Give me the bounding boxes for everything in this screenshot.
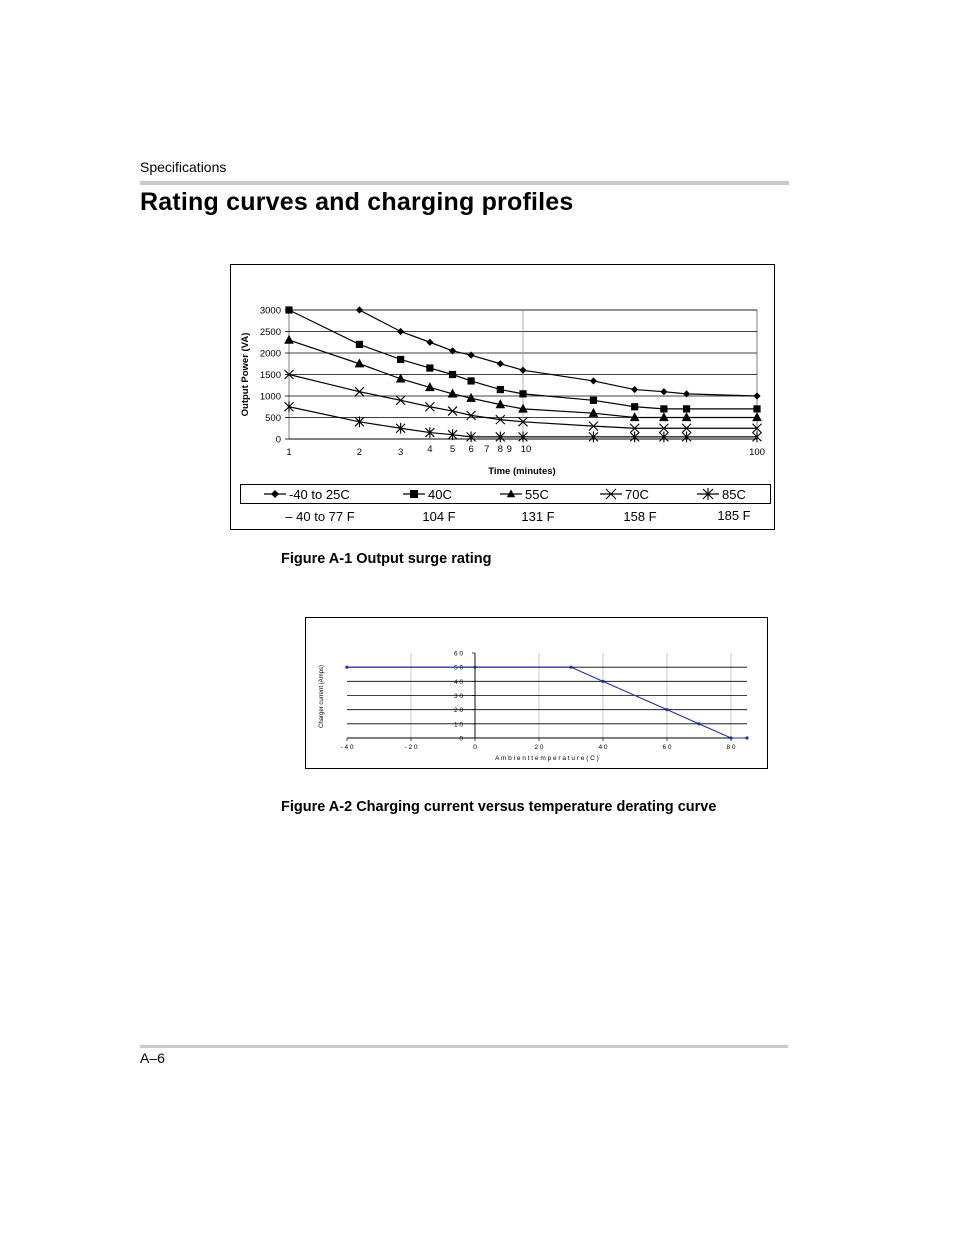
tick-label-x: 3: [397, 447, 404, 458]
tick-label-y: 3 0: [453, 693, 463, 700]
tick-label-y: 0: [275, 434, 281, 446]
tick-label-x: 6 0: [662, 744, 672, 751]
tick-label-y: 2500: [259, 327, 281, 338]
tick-label-x: 7: [484, 444, 490, 455]
footer-rule: [140, 1045, 788, 1048]
tick-label-y: 2 0: [453, 707, 463, 715]
data-point: [345, 666, 348, 669]
legend-label: 40C: [428, 487, 452, 502]
tick-label-x: 6: [468, 444, 474, 455]
legend-label: 85C: [722, 487, 746, 502]
data-point: [729, 736, 732, 739]
legend-sublabel: – 40 to 77 F: [285, 509, 355, 524]
tick-label-x: 8: [497, 444, 503, 455]
tick-label-x: 4 0: [598, 744, 608, 751]
tick-label-x: 4: [427, 444, 433, 455]
tick-label-y: 1500: [259, 370, 281, 381]
tick-label-y: 4 0: [453, 678, 463, 686]
tick-label-x: 8 0: [726, 744, 736, 751]
page-number: A–6: [140, 1050, 165, 1066]
tick-label-y: 3000: [259, 305, 281, 317]
tick-label-y: 1 0: [453, 721, 463, 729]
tick-label-x: - 2 0: [404, 744, 418, 751]
legend-sublabel: 104 F: [422, 509, 456, 524]
tick-label-x: 5: [449, 444, 456, 455]
y-axis-title: Charger current (Amps): [319, 664, 325, 729]
tick-label-x: 100: [749, 447, 765, 458]
data-point: [697, 722, 700, 725]
running-head: Specifications: [140, 159, 227, 175]
data-point: [601, 680, 604, 683]
tick-label-y: 6 0: [453, 650, 463, 658]
data-point: [473, 666, 476, 669]
tick-label-x: - 4 0: [340, 744, 354, 751]
legend-sublabel: 158 F: [623, 509, 657, 524]
data-point: [745, 736, 748, 739]
legend-sublabel: 131 F: [521, 509, 555, 524]
figure-a1-caption: Figure A-1 Output surge rating: [281, 551, 492, 567]
series-line: [347, 664, 747, 738]
tick-label-y: 500: [265, 413, 281, 424]
tick-label-y: 0: [459, 735, 463, 743]
y-axis-title: Output Power (VA): [240, 332, 251, 417]
tick-label-x: 0: [473, 744, 477, 751]
data-point: [665, 708, 668, 711]
tick-label-x: 2 0: [534, 744, 544, 751]
legend-label: 70C: [625, 487, 649, 502]
figure-a2-caption: Figure A-2 Charging current versus temperature derating curve: [281, 799, 717, 815]
legend-sublabel: 185 F: [717, 508, 751, 523]
tick-label-x: 2: [356, 447, 363, 458]
tick-label-x: 9: [506, 444, 512, 455]
page-title: Rating curves and charging profiles: [140, 188, 574, 216]
tick-label-x: 10: [520, 444, 532, 455]
x-axis-title: A m b i e n t t e m p e r a t u r e ( C ): [495, 755, 599, 762]
x-axis-title: Time (minutes): [488, 466, 556, 477]
tick-label-y: 5 0: [453, 664, 463, 672]
tick-label-y: 2000: [259, 348, 281, 360]
legend-label: -40 to 25C: [289, 487, 350, 502]
data-point: [569, 666, 572, 669]
tick-label-y: 1000: [259, 391, 281, 403]
legend-label: 55C: [525, 487, 549, 502]
tick-label-x: 1: [286, 447, 292, 458]
